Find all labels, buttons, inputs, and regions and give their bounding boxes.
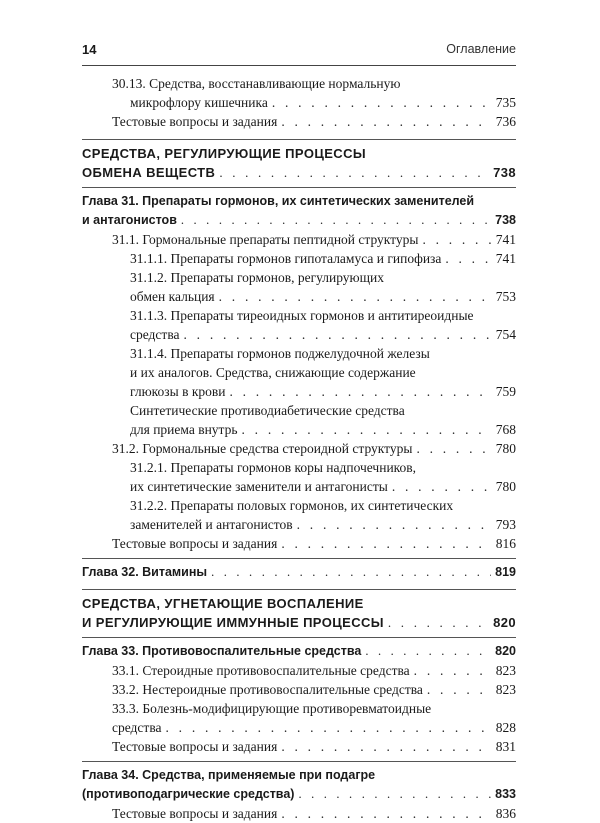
- toc-chapter[interactable]: [82, 766, 516, 804]
- chapter-rule: [82, 558, 516, 559]
- toc-entry[interactable]: [82, 699, 516, 737]
- toc-page-number: 828: [495, 720, 516, 735]
- header-rule: [82, 65, 516, 66]
- section-title: И РЕГУЛИРУЮЩИЕ ИММУННЫЕ ПРОЦЕССЫ: [82, 615, 384, 630]
- toc-page-number: 753: [495, 289, 516, 304]
- chapter-title: Глава 34. Средства, применяемые при подагре: [82, 768, 376, 782]
- page-number: 14: [82, 42, 97, 57]
- toc-page-number: 819: [495, 565, 516, 579]
- toc-entry-title: их синтетические заменители и антагонисты: [130, 479, 388, 494]
- toc-entry-title: 31.2.2. Препараты половых гормонов, их синтетических: [130, 498, 454, 513]
- dot-leader: [388, 613, 489, 632]
- toc-entry-title: 30.13. Средства, восстанавливающие нормальную: [112, 76, 401, 91]
- dot-leader: [166, 718, 492, 737]
- toc-entry-title: средства: [112, 720, 162, 735]
- toc-entry-title: 31.2. Гормональные средства стероидной структуры: [112, 441, 413, 456]
- dot-leader: [281, 112, 491, 131]
- dot-leader: [297, 515, 492, 534]
- toc-entry[interactable]: [82, 496, 516, 534]
- toc-entry[interactable]: [82, 306, 516, 344]
- toc-page-number: 741: [495, 232, 516, 247]
- section-rule: [82, 139, 516, 140]
- chapter-title: (противоподагрические средства): [82, 787, 295, 801]
- toc-page-number: 820: [495, 644, 516, 658]
- toc-page-number: 823: [495, 682, 516, 697]
- toc-entry-title: заменителей и антагонистов: [130, 517, 293, 532]
- section-title: СРЕДСТВА, РЕГУЛИРУЮЩИЕ ПРОЦЕССЫ: [82, 146, 367, 161]
- toc-chapter[interactable]: [82, 192, 516, 230]
- dot-leader: [219, 163, 489, 182]
- table-of-contents: [82, 74, 516, 823]
- toc-section-heading[interactable]: [82, 594, 516, 632]
- dot-leader: [414, 661, 492, 680]
- toc-entry[interactable]: [82, 737, 516, 756]
- section-rule: [82, 637, 516, 638]
- dot-leader: [211, 563, 491, 582]
- toc-entry-title: Тестовые вопросы и задания: [112, 806, 278, 821]
- toc-page-number: 833: [495, 787, 516, 801]
- toc-page-number: 831: [495, 739, 516, 754]
- toc-entry-title: микрофлору кишечника: [130, 95, 268, 110]
- toc-entry-title: Синтетические противодиабетические средства: [130, 403, 405, 418]
- toc-entry[interactable]: [82, 344, 516, 401]
- toc-entry-title: 31.1.2. Препараты гормонов, регулирующих: [130, 270, 385, 285]
- dot-leader: [272, 93, 492, 112]
- toc-entry[interactable]: [82, 401, 516, 439]
- toc-entry-title: 33.3. Болезнь-модифицирующие противоревматоидные: [112, 701, 432, 716]
- toc-entry[interactable]: [82, 112, 516, 131]
- toc-entry[interactable]: [82, 534, 516, 553]
- section-title: ОБМЕНА ВЕЩЕСТВ: [82, 165, 216, 180]
- toc-entry-title: 31.1.4. Препараты гормонов поджелудочной железы: [130, 346, 430, 361]
- toc-page-number: 736: [495, 114, 516, 129]
- toc-page-number: 768: [495, 422, 516, 437]
- toc-page-number: 793: [495, 517, 516, 532]
- toc-chapter[interactable]: [82, 642, 516, 661]
- dot-leader: [281, 804, 491, 823]
- dot-leader: [427, 680, 492, 699]
- toc-entry-title: глюкозы в крови: [130, 384, 226, 399]
- chapter-title: Глава 31. Препараты гормонов, их синтетических заменителей: [82, 194, 475, 208]
- chapter-title: Глава 33. Противовоспалительные средства: [82, 644, 362, 658]
- dot-leader: [422, 230, 491, 249]
- toc-entry-title: 31.1.1. Препараты гормонов гипоталамуса и гипофиза: [130, 251, 442, 266]
- toc-entry[interactable]: [82, 74, 516, 112]
- toc-page-number: 741: [495, 251, 516, 266]
- toc-entry[interactable]: [82, 661, 516, 680]
- toc-entry-title: средства: [130, 327, 180, 342]
- toc-page-number: 836: [495, 806, 516, 821]
- toc-entry-title: и их аналогов. Средства, снижающие содержание: [130, 365, 416, 380]
- dot-leader: [242, 420, 492, 439]
- toc-page-number: 816: [495, 536, 516, 551]
- chapter-title: Глава 32. Витамины: [82, 565, 208, 579]
- toc-entry[interactable]: [82, 804, 516, 823]
- toc-entry-title: для приема внутрь: [130, 422, 238, 437]
- toc-page-number: 823: [495, 663, 516, 678]
- dot-leader: [229, 382, 491, 401]
- dot-leader: [219, 287, 492, 306]
- toc-entry-title: 31.1.3. Препараты тиреоидных гормонов и антитиреоидные: [130, 308, 474, 323]
- toc-entry[interactable]: [82, 230, 516, 249]
- dot-leader: [184, 325, 492, 344]
- dot-leader: [181, 211, 491, 230]
- toc-entry-title: 31.1. Гормональные препараты пептидной структуры: [112, 232, 419, 247]
- dot-leader: [281, 737, 491, 756]
- toc-entry[interactable]: [82, 268, 516, 306]
- dot-leader: [298, 785, 491, 804]
- dot-leader: [365, 642, 491, 661]
- toc-entry-title: Тестовые вопросы и задания: [112, 114, 278, 129]
- toc-entry-title: 33.1. Стероидные противовоспалительные средства: [112, 663, 410, 678]
- toc-page-number: 820: [493, 615, 516, 630]
- running-head: [82, 42, 516, 62]
- toc-entry-title: Тестовые вопросы и задания: [112, 739, 278, 754]
- toc-entry[interactable]: [82, 680, 516, 699]
- toc-entry-title: 31.2.1. Препараты гормонов коры надпочечников,: [130, 460, 417, 475]
- chapter-rule: [82, 761, 516, 762]
- toc-page-number: 735: [495, 95, 516, 110]
- toc-entry[interactable]: [82, 439, 516, 458]
- dot-leader: [445, 249, 491, 268]
- toc-page-number: 780: [495, 479, 516, 494]
- section-rule: [82, 187, 516, 188]
- toc-entry[interactable]: [82, 249, 516, 268]
- dot-leader: [281, 534, 491, 553]
- dot-leader: [392, 477, 492, 496]
- toc-page-number: 738: [493, 165, 516, 180]
- toc-entry-title: Тестовые вопросы и задания: [112, 536, 278, 551]
- toc-chapter[interactable]: [82, 563, 516, 582]
- toc-entry-title: 33.2. Нестероидные противовоспалительные средства: [112, 682, 423, 697]
- toc-page-number: 759: [495, 384, 516, 399]
- dot-leader: [416, 439, 491, 458]
- section-rule: [82, 589, 516, 590]
- running-head-title: Оглавление: [446, 42, 516, 56]
- toc-entry[interactable]: [82, 458, 516, 496]
- chapter-title: и антагонистов: [82, 213, 177, 227]
- toc-entry-title: обмен кальция: [130, 289, 215, 304]
- toc-section-heading[interactable]: [82, 144, 516, 182]
- toc-page-number: 754: [495, 327, 516, 342]
- toc-page-number: 780: [495, 441, 516, 456]
- toc-page-number: 738: [495, 213, 516, 227]
- section-title: СРЕДСТВА, УГНЕТАЮЩИЕ ВОСПАЛЕНИЕ: [82, 596, 364, 611]
